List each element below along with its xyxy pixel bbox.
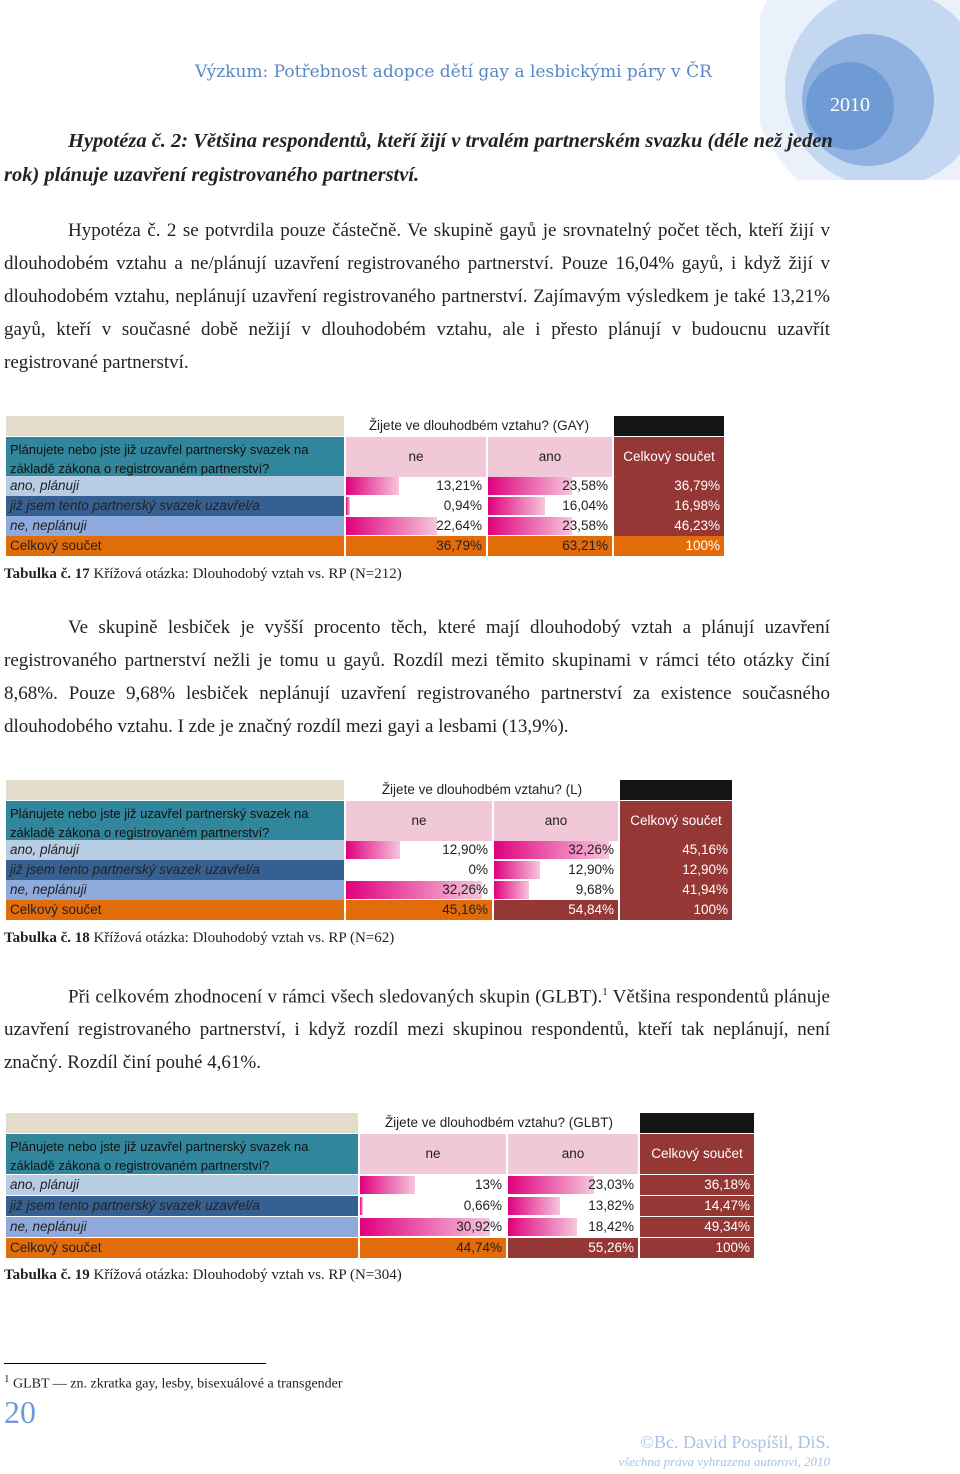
value-ano: 9,68%: [494, 880, 618, 900]
value-ne: 0,66%: [360, 1196, 506, 1216]
footnote: $^1$ GLBT — zn. zkratka gay, lesby, bisexuálové a transgender: [4, 1373, 343, 1392]
column-header-ne: ne: [360, 1134, 506, 1174]
value-total: 36,18%: [640, 1175, 754, 1195]
paragraph-gay-results: Hypotéza č. 2 se potvrdila pouze částečně. Ve skupině gayů je srovnatelný počet těch, kteří žijí v dlouhodobém vztahu a ne/plánují uzavření registrovaného partnerství. Pouze 16,04% gayů, i když žijí v dlouhodobém vztahu, neplánují uzavření registrovaného partnerství. Zajímavým výsledkem je také 13,21% gayů, kteří v současné době nežijí v dlouhodobém vztahu, ale i přesto plánují v budoucnu uzavřít registrované partnerství.: [4, 220, 830, 373]
column-header-total: Celkový součet: [614, 437, 724, 477]
value-total: 36,79%: [614, 476, 724, 496]
sum-ano: 54,84%: [494, 900, 618, 920]
table-row-label: ne, neplánuji: [6, 1217, 358, 1237]
data-bar: [346, 497, 350, 515]
table-header-spacer: [6, 780, 344, 800]
value-total: 41,94%: [620, 880, 732, 900]
table-row-label: ano, plánuji: [6, 476, 344, 496]
value-ano: 13,82%: [508, 1196, 638, 1216]
crosstab-glbt: [6, 1113, 754, 1259]
data-bar: [488, 497, 545, 515]
sum-total: 100%: [614, 536, 724, 556]
sum-total: 100%: [640, 1238, 754, 1258]
data-bar: [360, 1197, 363, 1215]
value-ne: 13%: [360, 1175, 506, 1195]
table-caption: Tabulka č. 19 Křížová otázka: Dlouhodobý vztah vs. RP (N=304): [4, 1267, 402, 1283]
table-row-label: již jsem tento partnerský svazek uzavřel/a: [6, 496, 344, 516]
sum-total: 100%: [620, 900, 732, 920]
table-row-label: ne, neplánuji: [6, 516, 344, 536]
sum-row-label: Celkový součet: [6, 1238, 358, 1258]
paragraph-lesbian-results: Ve skupině lesbiček je vyšší procento těch, které mají dlouhodobý vztah a plánují uzavření registrovaného partnerství nežli je tomu u gayů. Rozdíl mezi těmito skupinami v rámci této otázky činí 8,68%. Pouze 9,68% lesbiček neplánují uzavření registrovaného partnerství za existence současného dlouhodobého vztahu. I zde je značný rozdíl mezi gayi a lesbami (13,9%).: [4, 617, 830, 737]
table-header-spacer: [6, 1113, 358, 1133]
data-bar: [508, 1218, 577, 1236]
group-title: Žijete ve dlouhodbém vztahu? (L): [381, 782, 583, 797]
value-ano: 23,58%: [488, 476, 612, 496]
table-caption: Tabulka č. 17 Křížová otázka: Dlouhodobý vztah vs. RP (N=212): [4, 566, 402, 582]
data-bar: [508, 1176, 594, 1194]
paragraph-glbt-results: Při celkovém zhodnocení v rámci všech sledovaných skupin (GLBT).$^1$ Většina respondentů plánuje uzavření registrovaného partnerství, i když rozdíl mezi skupinou respondentů, kteří tak neplánují, není značný. Rozdíl činí pouhé 4,61%.: [4, 986, 830, 1074]
value-ano: 23,58%: [488, 516, 612, 536]
value-total: 45,16%: [620, 840, 732, 860]
column-header-ano: ano: [494, 801, 618, 841]
data-bar: [488, 477, 572, 495]
sum-ano: 63,21%: [488, 536, 612, 556]
sum-ne: 44,74%: [360, 1238, 506, 1258]
table-row-label: již jsem tento partnerský svazek uzavřel/a: [6, 1196, 358, 1216]
page-number: 20: [4, 1394, 36, 1430]
data-bar: [508, 1197, 560, 1215]
header-year: 2010: [830, 94, 870, 116]
footnote-ref[interactable]: 1: [602, 986, 608, 998]
sum-row-label: Celkový součet: [6, 900, 344, 920]
column-header-ano: ano: [488, 437, 612, 477]
running-header-title: Výzkum: Potřebnost adopce dětí gay a lesbickými páry v ČR: [195, 62, 712, 82]
data-bar: [494, 881, 529, 899]
column-header-ano: ano: [508, 1134, 638, 1174]
table-corner-black: [614, 416, 724, 436]
value-total: 46,23%: [614, 516, 724, 536]
value-ano: 32,26%: [494, 840, 618, 860]
data-bar: [346, 517, 437, 535]
table-row-label: již jsem tento partnerský svazek uzavřel/a: [6, 860, 344, 880]
table-header-spacer: [6, 416, 344, 436]
value-total: 14,47%: [640, 1196, 754, 1216]
hypothesis-heading: Hypotéza č. 2: Většina respondentů, kteří žijí v trvalém partnerském svazku (déle než jeden rok) plánuje uzavření registrovaného partnerství.: [4, 130, 833, 186]
value-ano: 12,90%: [494, 860, 618, 880]
value-ano: 18,42%: [508, 1217, 638, 1237]
value-ne: 30,92%: [360, 1217, 506, 1237]
data-bar: [346, 841, 400, 859]
value-ne: 22,64%: [346, 516, 486, 536]
value-total: 16,98%: [614, 496, 724, 516]
table-caption: Tabulka č. 18 Křížová otázka: Dlouhodobý vztah vs. RP (N=62): [4, 930, 395, 946]
group-title: Žijete ve dlouhodbém vztahu? (GAY): [368, 418, 590, 433]
data-bar: [488, 517, 572, 535]
data-bar: [346, 477, 399, 495]
footer-author: ©Bc. David Pospíšil, DiS.: [640, 1432, 830, 1452]
column-header-ne: ne: [346, 437, 486, 477]
table-row-label: ano, plánuji: [6, 840, 344, 860]
question-header: Plánujete nebo jste již uzavřel partnerský svazek na základě zákona o registrovaném partnerství?: [6, 1134, 358, 1174]
sum-ne: 45,16%: [346, 900, 492, 920]
value-total: 49,34%: [640, 1217, 754, 1237]
value-ne: 12,90%: [346, 840, 492, 860]
data-bar: [494, 861, 540, 879]
data-bar: [360, 1176, 415, 1194]
value-ne: 13,21%: [346, 476, 486, 496]
column-header-total: Celkový součet: [640, 1134, 754, 1174]
sum-ano: 55,26%: [508, 1238, 638, 1258]
value-ano: 16,04%: [488, 496, 612, 516]
table-row-label: ne, neplánuji: [6, 880, 344, 900]
sum-ne: 36,79%: [346, 536, 486, 556]
group-title: Žijete ve dlouhodbém vztahu? (GLBT): [384, 1115, 614, 1130]
value-ne: 0%: [468, 862, 488, 877]
value-ne: 32,26%: [346, 880, 492, 900]
table-corner-black: [640, 1113, 754, 1133]
table-corner-black: [620, 780, 732, 800]
value-total: 12,90%: [620, 860, 732, 880]
crosstab-gay: [6, 416, 724, 558]
footer-rights: všechna práva vyhrazena autorovi, 2010: [618, 1454, 830, 1469]
value-ano: 23,03%: [508, 1175, 638, 1195]
question-header: Plánujete nebo jste již uzavřel partnerský svazek na základě zákona o registrovaném partnerství?: [6, 437, 344, 477]
value-ne: 0,94%: [346, 496, 486, 516]
sum-row-label: Celkový součet: [6, 536, 344, 556]
column-header-ne: ne: [346, 801, 492, 841]
question-header: Plánujete nebo jste již uzavřel partnerský svazek na základě zákona o registrovaném partnerství?: [6, 801, 344, 841]
column-header-total: Celkový součet: [620, 801, 732, 841]
table-row-label: ano, plánuji: [6, 1175, 358, 1195]
footnote-separator: [4, 1363, 266, 1364]
crosstab-lesbian: [6, 780, 732, 922]
